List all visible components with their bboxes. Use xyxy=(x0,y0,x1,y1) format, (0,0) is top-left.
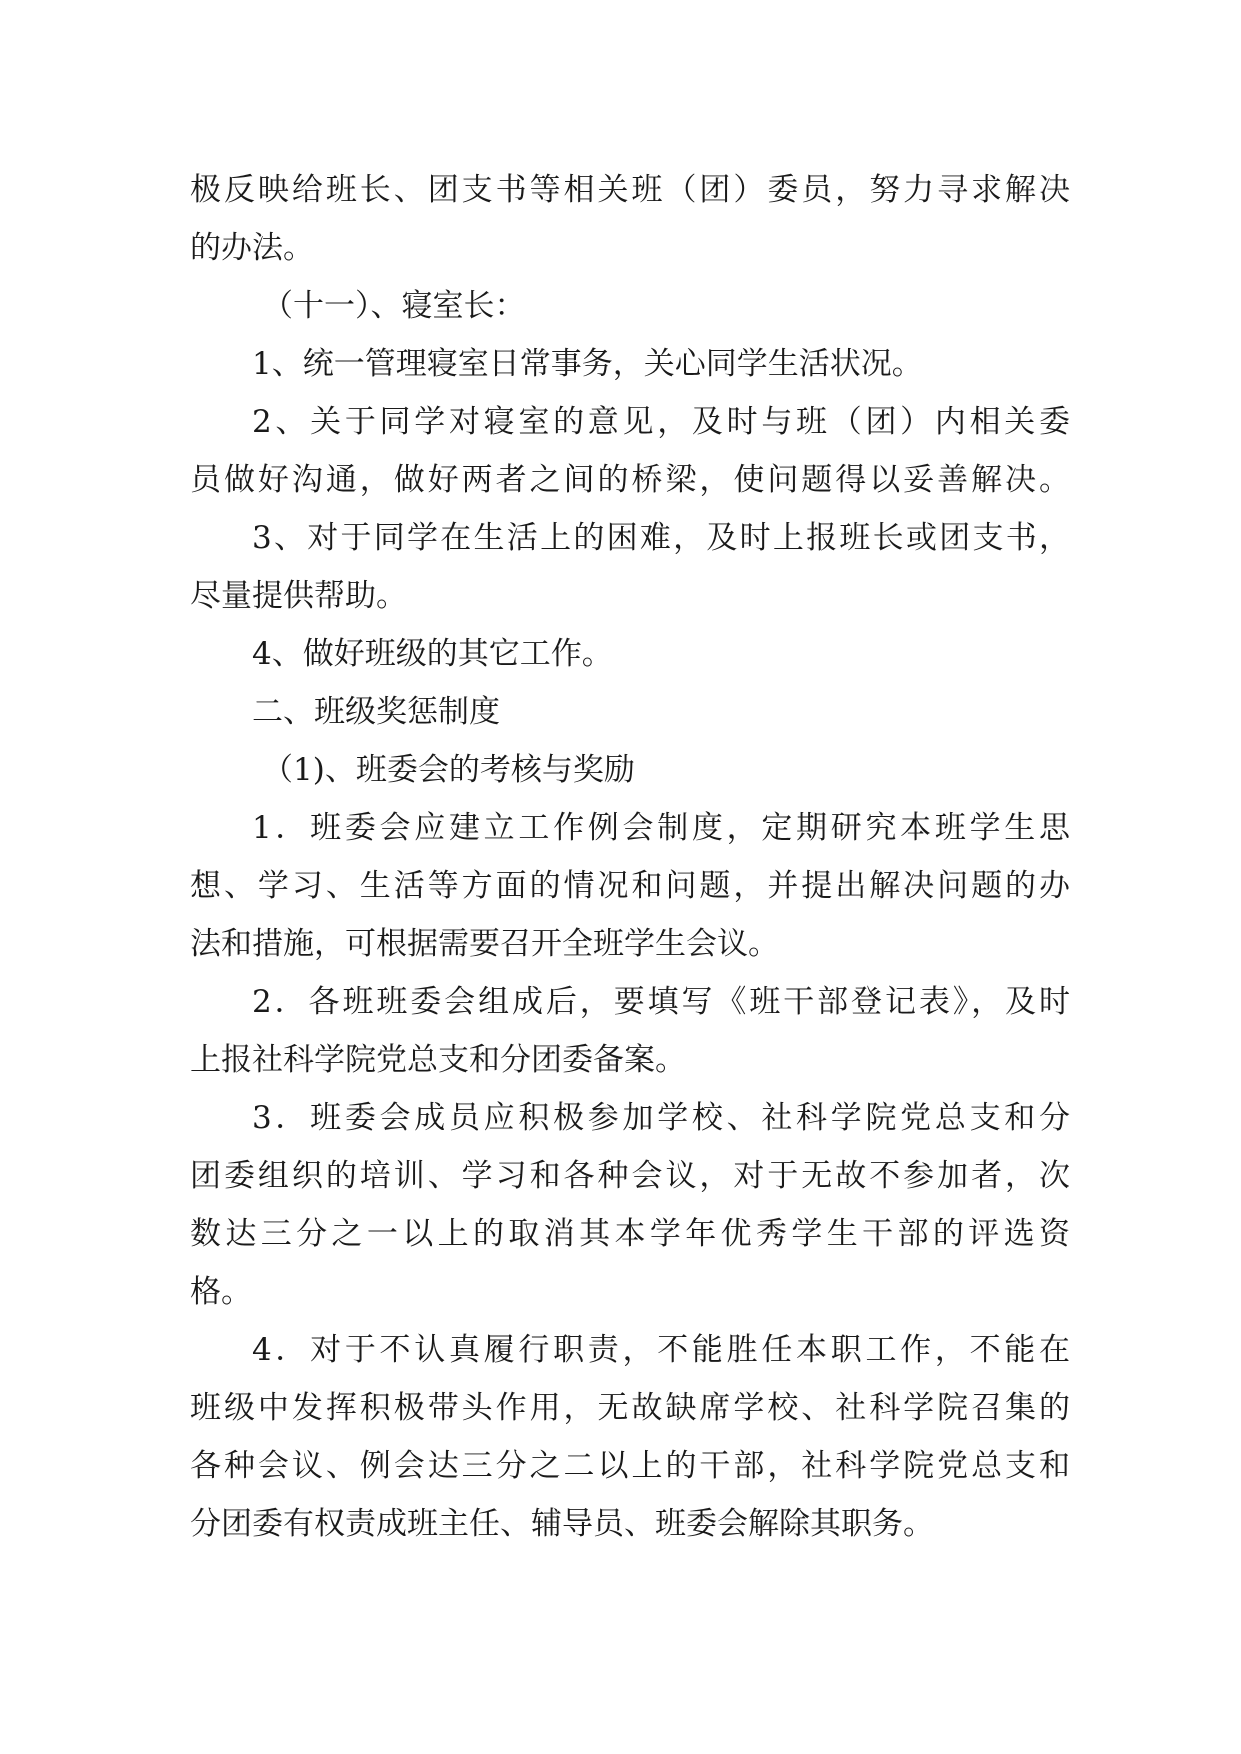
text-line: 员做好沟通，做好两者之间的桥梁，使问题得以妥善解决。 xyxy=(190,462,1070,498)
text-line: 团委组织的培训、学习和各种会议，对于无故不参加者，次 xyxy=(190,1158,1070,1194)
text-line: 1、统一管理寝室日常事务，关心同学生活状况。 xyxy=(252,346,923,382)
text-line: 上报社科学院党总支和分团委备案。 xyxy=(190,1042,686,1078)
text-line: 2、关于同学对寝室的意见，及时与班（团）内相关委 xyxy=(252,404,1070,440)
text-line: 的办法。 xyxy=(190,230,314,266)
text-line: 2．各班班委会组成后，要填写《班干部登记表》，及时 xyxy=(252,984,1070,1020)
text-line: 极反映给班长、团支书等相关班（团）委员，努力寻求解决 xyxy=(190,172,1070,208)
section-heading: （1)、班委会的考核与奖励 xyxy=(262,752,635,788)
text-line: 1．班委会应建立工作例会制度，定期研究本班学生思 xyxy=(252,810,1070,846)
section-heading: 二、班级奖惩制度 xyxy=(252,694,500,730)
text-line: 各种会议、例会达三分之二以上的干部，社科学院党总支和 xyxy=(190,1448,1070,1484)
text-line: 4、做好班级的其它工作。 xyxy=(252,636,613,672)
text-line: 尽量提供帮助。 xyxy=(190,578,407,614)
text-line: 3、对于同学在生活上的困难，及时上报班长或团支书， xyxy=(252,520,1070,556)
text-line: 法和措施，可根据需要召开全班学生会议。 xyxy=(190,926,779,962)
section-heading: （十一）、寝室长： xyxy=(262,288,526,324)
text-line: 3．班委会成员应积极参加学校、社科学院党总支和分 xyxy=(252,1100,1070,1136)
text-line: 4．对于不认真履行职责，不能胜任本职工作，不能在 xyxy=(252,1332,1070,1368)
text-line: 班级中发挥积极带头作用，无故缺席学校、社科学院召集的 xyxy=(190,1390,1070,1426)
text-line: 想、学习、生活等方面的情况和问题，并提出解决问题的办 xyxy=(190,868,1070,904)
text-line: 格。 xyxy=(190,1274,252,1310)
text-line: 数达三分之一以上的取消其本学年优秀学生干部的评选资 xyxy=(190,1216,1070,1252)
text-line: 分团委有权责成班主任、辅导员、班委会解除其职务。 xyxy=(190,1506,934,1542)
